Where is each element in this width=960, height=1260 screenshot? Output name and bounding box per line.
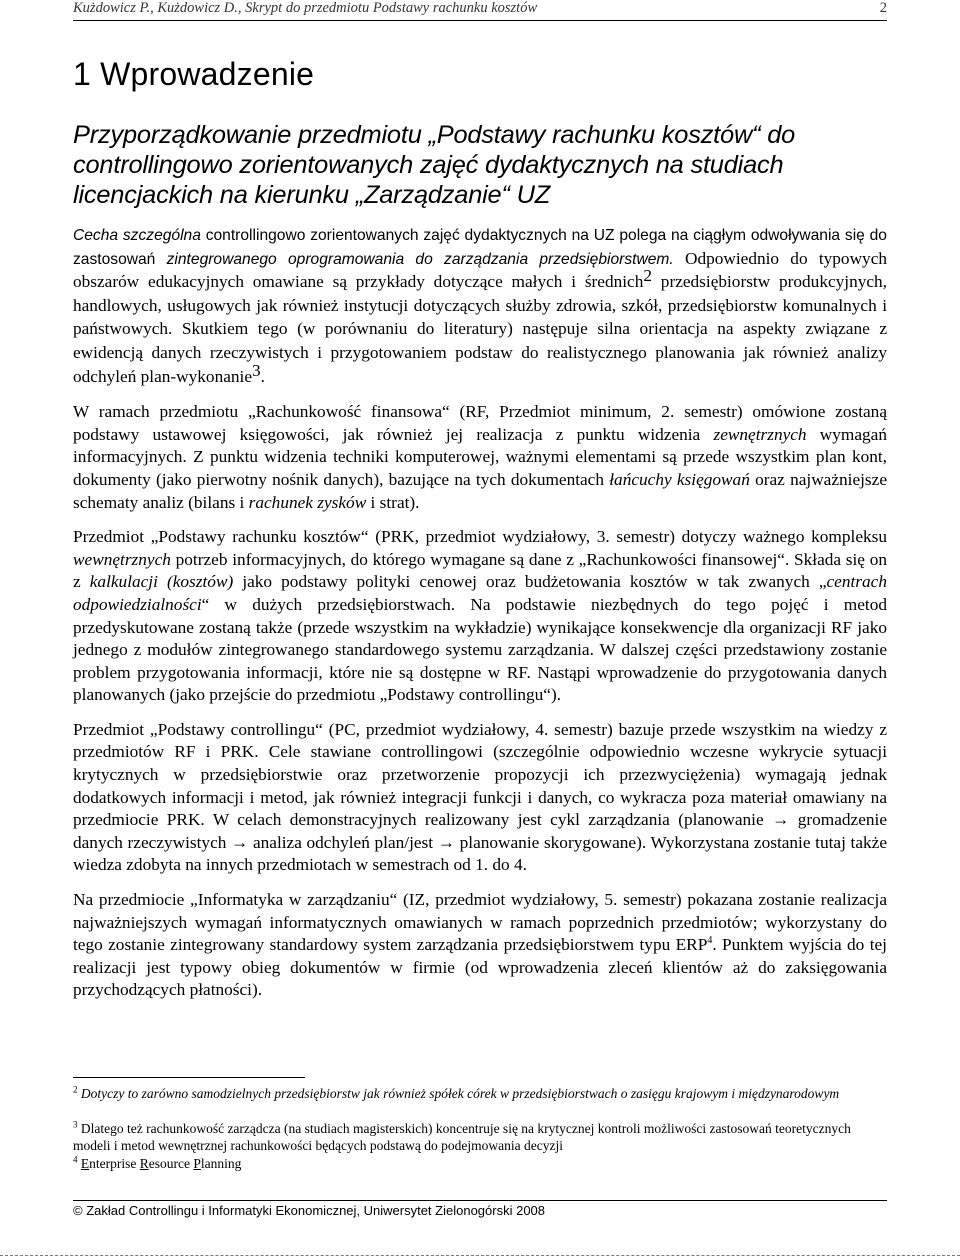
text-run: Cecha szczególna: [73, 227, 201, 244]
text-run: jako podstawy polityki cenowej oraz budżetowania kosztów w tak zwanych „: [233, 572, 827, 592]
footnote-number: 3: [73, 1119, 78, 1130]
footnote-ref-4[interactable]: 4: [707, 935, 713, 947]
text-run: oraz najważniejsze schematy analiz (bilans i: [73, 469, 887, 512]
paragraph-4: Przedmiot „Podstawy controllingu“ (PC, przedmiot wydziałowy, 4. semestr) bazuje przede wszystkim na wiedzy z przedmiotów RF i PRK. Cele stawiane controllingowi (szczególnie odpowiednio wczesne wykrycie sytuacji krytycznych w przedsiębiorstwie oraz przetworzenie propozycji ich przezwyciężenia) wymagają jednak dodatkowych informacji i metod, jak również integracji funkcji i danych, co wykracza poza materiał omawiany na przedmiocie PRK. W celach demonstracyjnych realizowany jest cykl zarządzania (planowanie → gromadzenie danych rzeczywistych → analiza odchyleń plan/jest → planowanie skorygowane). Wykorzystana zostanie tutaj także wiedza zdobyta na innych przedmiotach w semestrach od 1. do 4.: [73, 719, 887, 875]
text-run: łańcuchy księgowań: [609, 469, 750, 489]
footnote-ref-2[interactable]: 2: [643, 266, 652, 285]
page-footer: © Zakład Controllingu i Informatyki Ekonomicznej, Uniwersytet Zielonogórski 2008: [73, 1203, 546, 1218]
footnote-text: Dotyczy to zarówno samodzielnych przedsiębiorstw jak również spółek córek w przedsiębiorstwach o zasięgu krajowym i międzynarodowym: [80, 1086, 840, 1101]
paragraph-2: [73, 401, 887, 514]
acronym-letter: P: [193, 1156, 201, 1171]
text-run: controllingowo zorientowanych zajęć dydaktycznych na UZ polega na ciągłym odwoływania się do zastosowań: [73, 227, 887, 268]
footnote-2: [73, 1085, 887, 1102]
text-run: . Punktem wyjścia do tej realizacji jest typowy obieg dokumentów w firmie (od wprowadzenia zleceń klientów aż do zaksięgowania przychodzących płatności).: [73, 935, 887, 1000]
footnote-ref-3[interactable]: 3: [252, 360, 261, 380]
footer-separator: [73, 1200, 887, 1201]
paragraph-3: [73, 526, 887, 707]
page-break-line: [0, 1255, 960, 1256]
text-run: centrach odpowiedzialności: [73, 572, 887, 614]
header-citation: Kużdowicz P., Kużdowicz D., Skrypt do przedmiotu Podstawy rachunku kosztów: [73, 0, 538, 16]
footnote-4: [73, 1155, 887, 1172]
footnote-text: esource: [148, 1156, 194, 1171]
text-run: wymagań informacyjnych. Z punktu widzenia techniki komputerowej, ważnymi elementami są przede wszystkim plan kont, dokumenty (jako pierwotny nośnik danych), bazujące na tych dokumentach: [73, 424, 887, 489]
text-run: Na przedmiocie „Informatyka w zarządzaniu“ (IZ, przedmiot wydziałowy, 5. semestr) pokazana zostanie realizacja najważniejszych wymagań informatycznych omawianych w ramach poprzednich przedmiotów; wykorzystany do tego zostanie zintegrowany standardowy system zarządzania przedsiębiorstwem typu ERP: [73, 890, 887, 955]
page-number: 2: [879, 0, 887, 16]
acronym-letter: E: [80, 1156, 90, 1171]
chapter-title: 1 Wprowadzenie: [73, 56, 315, 92]
text-run: Przedmiot „Podstawy rachunku kosztów“ (PRK, przedmiot wydziałowy, 3. semestr) dotyczy ważnego kompleksu: [73, 527, 887, 547]
text-run: i strat).: [366, 492, 420, 512]
text-run: Skutkiem tego (w porównaniu do literatury) następuje silna orientacja na aspekty związane z ewidencją danych rzeczywistych i przygotowaniem podstaw do realistycznego planowania jak również analizy odchyleń plan-wykonanie: [73, 319, 887, 386]
text-run: przedsiębiorstw produkcyjnych, handlowych, usługowych jak również instytucji dotyczących służby zdrowia, szkół, przedsiębiorstw komunalnych i państwowych.: [73, 272, 887, 339]
footnote-number: 4: [73, 1154, 78, 1165]
text-run: rachunek zysków: [248, 492, 367, 512]
footnote-text: Dlatego też rachunkowość zarządcza (na studiach magisterskich) koncentruje się na krytycznej kontroli możliwości zastosowań teoretycznych modeli i metod wewnętrznej rachunkowości będących podstawą do podejmowania decyzji: [73, 1121, 851, 1153]
footnote-number: 2: [73, 1084, 78, 1095]
text-run: .: [260, 366, 265, 386]
text-run: potrzeb informacyjnych, do którego wymagane są dane z „Rachunkowości finansowej“. Składa się on z: [73, 549, 887, 592]
text-run: kalkulacji (kosztów): [89, 572, 234, 592]
running-header: [73, 0, 887, 21]
acronym-letter: R: [139, 1156, 149, 1171]
text-run: “ w dużych przedsiębiorstwach. Na podstawie niezbędnych do tego pojęć i metod przedyskutowane zostaną także (przede wszystkim na wykładzie) wynikające konsekwencje dla organizacji RF jako jednego z modułów zintegrowanego standardowego systemu zarządzania. W dalszej części przedstawiony zostanie problem przygotowania informacji, które nie są dostępne w RF. Nastąpi wprowadzenie do przygotowania danych planowanych (jako przejście do przedmiotu „Podstawy controllingu“).: [73, 594, 887, 705]
footnote-3: [73, 1120, 887, 1154]
footnote-text: lanning: [200, 1156, 242, 1171]
section-title: Przyporządkowanie przedmiotu „Podstawy rachunku kosztów“ do controllingowo zorientowanych zajęć dydaktycznych na studiach licencjackich na kierunku „Zarządzanie“ UZ: [73, 121, 796, 209]
paragraph-5: [73, 889, 887, 1002]
body-text: [73, 225, 887, 1014]
paragraph-1: [73, 225, 887, 389]
text-run: zewnętrznych: [713, 424, 807, 444]
footnote-text: nterprise: [89, 1156, 140, 1171]
text-run: Odpowiednio do typowych obszarów edukacyjnych omawiane są przykłady dotyczące małych i średnich: [73, 248, 887, 292]
text-run: W ramach przedmiotu „Rachunkowość finansowa“ (RF, Przedmiot minimum, 2. semestr) omówione zostaną podstawy ustawowej księgowości, jak również jej realizacja z punktu widzenia: [73, 402, 887, 444]
text-run: zintegrowanego oprogramowania do zarządzania przedsiębiorstwem.: [166, 250, 674, 268]
text-run: wewnętrznych: [73, 549, 171, 569]
footnote-separator: [73, 1077, 305, 1078]
